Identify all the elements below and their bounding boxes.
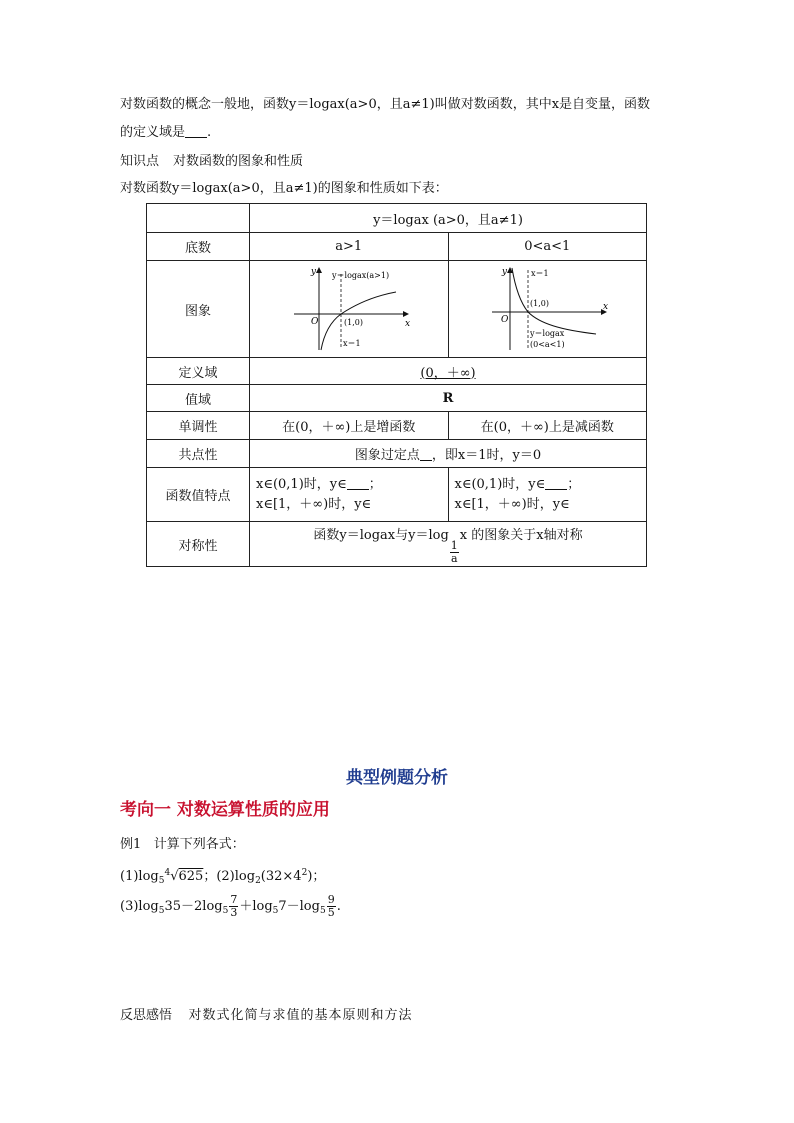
q3-part-d: 7－log — [278, 899, 320, 914]
knowledge-point-label: 知识点 — [120, 154, 160, 169]
q3-fraction-2-den: 5 — [327, 906, 335, 919]
value-feature-2b — [455, 495, 641, 515]
base-between-zero-one: 0<a<1 — [448, 233, 647, 261]
graph-decreasing — [482, 264, 612, 354]
value-feature-2a-text: x∈(0,1)时，y∈ — [454, 476, 546, 492]
line-label: x＝1 — [342, 339, 361, 348]
domain-value-text: (0，＋∞) — [420, 365, 476, 381]
value-feature-1b-text: x∈[1，＋∞)时，y∈ — [256, 496, 372, 512]
reflection — [120, 1007, 413, 1025]
row-label-range: 值域 — [147, 385, 250, 412]
table-row-value-features — [147, 468, 647, 522]
symmetry-fraction-den: a — [451, 551, 458, 565]
value-feature-1a-blank — [347, 476, 369, 490]
table-row-monotonic — [147, 412, 647, 440]
value-feature-2b-text: x∈[1，＋∞)时，y∈ — [454, 496, 570, 512]
common-point-post: ，即x＝1时，y＝0 — [431, 448, 542, 463]
value-feature-2a-end: ； — [567, 476, 581, 492]
graph-decreasing-cell — [448, 261, 647, 358]
table-caption: 对数函数y＝logax(a>0，且a≠1)的图象和性质如下表： — [120, 181, 448, 196]
q2-arg: (32×4 — [260, 869, 302, 884]
graph-increasing — [284, 264, 414, 354]
row-label-monotonic: 单调性 — [147, 412, 250, 440]
curve-label: y＝logax(a>1) — [331, 271, 389, 280]
q3-fraction-2-num: 9 — [327, 893, 335, 906]
q3-part-b: 35－2log — [164, 899, 223, 914]
row-label-domain: 定义域 — [147, 358, 250, 385]
x-axis-label: x — [404, 319, 410, 329]
q2-text: ；(2)log — [203, 869, 256, 884]
common-point-pre: 图象过定点 — [354, 448, 420, 463]
q1-text: (1)log — [120, 869, 159, 884]
common-point-blank — [420, 447, 432, 461]
reflection-text: 对数式化简与求值的基本原则和方法 — [188, 1008, 413, 1023]
subsection-title: 考向一 对数运算性质的应用 — [120, 800, 330, 820]
origin-label: O — [501, 315, 509, 325]
value-feature-1a-end: ； — [368, 476, 382, 492]
range-value: R — [250, 385, 647, 412]
q1-base: 5 — [158, 876, 165, 886]
q2-end: )； — [307, 869, 326, 884]
monotonic-increasing: 在(0，＋∞)上是增函数 — [250, 412, 449, 440]
table-header-row — [147, 204, 647, 233]
line-label: x＝1 — [531, 269, 549, 278]
q3-base-2: 5 — [222, 906, 229, 916]
example-label: 例1 — [120, 837, 142, 852]
table-row-common-point — [147, 440, 647, 468]
q2-base: 2 — [255, 876, 261, 886]
table-header-formula: y＝logax (a>0，且a≠1) — [250, 204, 647, 233]
q3-base-4: 5 — [319, 906, 326, 916]
table-row-domain — [147, 358, 647, 385]
reflection-label: 反思感悟 — [120, 1008, 173, 1023]
y-axis-label: y — [310, 267, 316, 277]
row-label-common-point: 共点性 — [147, 440, 250, 468]
domain-value — [250, 358, 647, 385]
value-features-increasing — [250, 468, 449, 522]
q3-fraction-1-den: 3 — [230, 906, 238, 919]
example-header — [120, 836, 245, 854]
row-label-base: 底数 — [147, 233, 250, 261]
knowledge-point — [120, 153, 303, 171]
value-feature-2a-blank — [545, 476, 567, 490]
point-label: (1,0) — [530, 299, 550, 308]
table-row-symmetry — [147, 522, 647, 567]
q3-fraction-1-num: 7 — [230, 893, 238, 906]
knowledge-point-title: 对数函数的图象和性质 — [173, 154, 304, 169]
symmetry-pre: 函数y＝logax与y＝log — [313, 527, 449, 543]
point-label: (1,0) — [343, 318, 363, 327]
value-feature-1a — [256, 475, 442, 495]
y-axis-label: y — [502, 267, 508, 277]
symmetry-value — [250, 522, 647, 567]
value-feature-1b — [256, 495, 442, 515]
origin-label: O — [310, 317, 319, 327]
q3-fraction-1 — [229, 894, 238, 919]
q1-root-index: 4 — [164, 868, 171, 878]
value-feature-2a — [455, 475, 641, 495]
q1-radicand: 625 — [178, 869, 204, 884]
domain-blank — [185, 124, 207, 138]
table-corner-cell — [147, 204, 250, 233]
domain-prompt: 的定义域是 — [120, 125, 186, 140]
section-title: 典型例题分析 — [346, 768, 448, 788]
decreasing-log-curve — [512, 268, 596, 334]
common-point-value — [250, 440, 647, 468]
x-axis-label: x — [603, 302, 609, 312]
q3-base-3: 5 — [272, 906, 279, 916]
value-feature-1a-text: x∈(0,1)时，y∈ — [256, 476, 347, 492]
graph-increasing-cell — [250, 261, 449, 358]
example-prompt: 计算下列各式： — [153, 837, 245, 852]
q1-radical: √625 — [170, 869, 204, 884]
domain-period: . — [207, 125, 212, 140]
row-label-symmetry: 对称性 — [147, 522, 250, 567]
intro-line-2 — [120, 124, 211, 142]
q3-end: . — [336, 899, 341, 914]
table-row-range — [147, 385, 647, 412]
curve-label: y＝logax — [530, 329, 565, 338]
q3-fraction-2 — [327, 894, 336, 919]
monotonic-decreasing: 在(0，＋∞)上是减函数 — [448, 412, 647, 440]
table-row-base — [147, 233, 647, 261]
log-function-properties-table — [146, 203, 647, 567]
symmetry-post: x 的图象关于x轴对称 — [459, 527, 583, 543]
value-features-decreasing — [448, 468, 647, 522]
table-row-graph — [147, 261, 647, 358]
base-greater-than-one: a>1 — [250, 233, 449, 261]
q2-exp: 2 — [301, 868, 308, 878]
example-line-2 — [120, 893, 341, 925]
q3-part-c: ＋log — [239, 899, 273, 914]
condition-label: (0<a<1) — [530, 340, 565, 349]
intro-line-1: 对数函数的概念一般地，函数y＝logax(a>0，且a≠1)叫做对数函数，其中x是自变量，函数 — [120, 97, 651, 112]
row-label-value-features: 函数值特点 — [147, 468, 250, 522]
symmetry-fraction — [450, 540, 459, 565]
q3-part-a: (3)log — [120, 899, 159, 914]
q3-base-1: 5 — [158, 906, 165, 916]
symmetry-fraction-num: 1 — [450, 538, 458, 552]
example-line-1 — [120, 864, 325, 890]
row-label-graph: 图象 — [147, 261, 250, 358]
